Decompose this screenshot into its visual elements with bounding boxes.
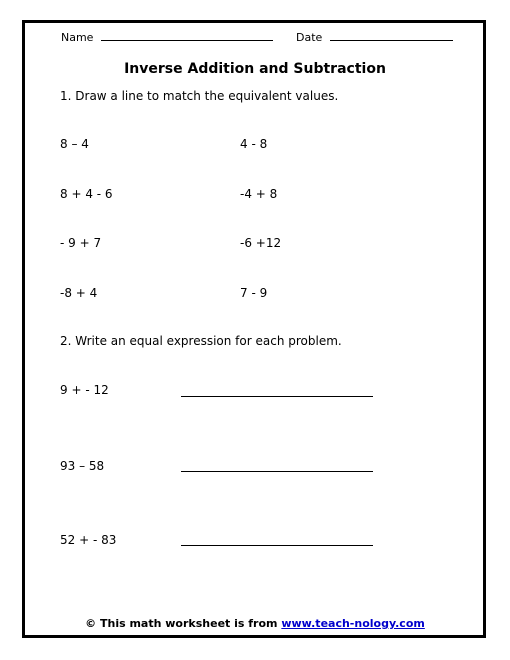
worksheet-title: Inverse Addition and Subtraction <box>124 61 386 77</box>
name-label: Name <box>61 31 94 44</box>
date-field[interactable] <box>296 31 453 44</box>
problem-expression: 9 + - 12 <box>60 383 109 397</box>
match-left-item: 8 – 4 <box>60 137 89 151</box>
name-line <box>101 31 273 41</box>
answer-line[interactable] <box>181 545 373 546</box>
answer-line[interactable] <box>181 471 373 472</box>
name-field[interactable] <box>61 31 273 44</box>
date-line <box>330 31 453 41</box>
match-left-item: - 9 + 7 <box>60 236 102 250</box>
match-right-item: 4 - 8 <box>240 137 268 151</box>
footer-text: © This math worksheet is from <box>85 617 278 630</box>
match-right-item: 7 - 9 <box>240 286 268 300</box>
section2-instruction: 2. Write an equal expression for each problem. <box>60 334 342 348</box>
date-label: Date <box>296 31 323 44</box>
footer-link[interactable]: www.teach-nology.com <box>281 617 425 630</box>
match-right-item: -4 + 8 <box>240 187 278 201</box>
problem-expression: 52 + - 83 <box>60 533 117 547</box>
match-left-item: 8 + 4 - 6 <box>60 187 113 201</box>
answer-line[interactable] <box>181 396 373 397</box>
match-left-item: -8 + 4 <box>60 286 98 300</box>
footer <box>0 617 510 630</box>
section1-instruction: 1. Draw a line to match the equivalent values. <box>60 89 339 103</box>
problem-expression: 93 – 58 <box>60 459 105 473</box>
match-right-item: -6 +12 <box>240 236 282 250</box>
